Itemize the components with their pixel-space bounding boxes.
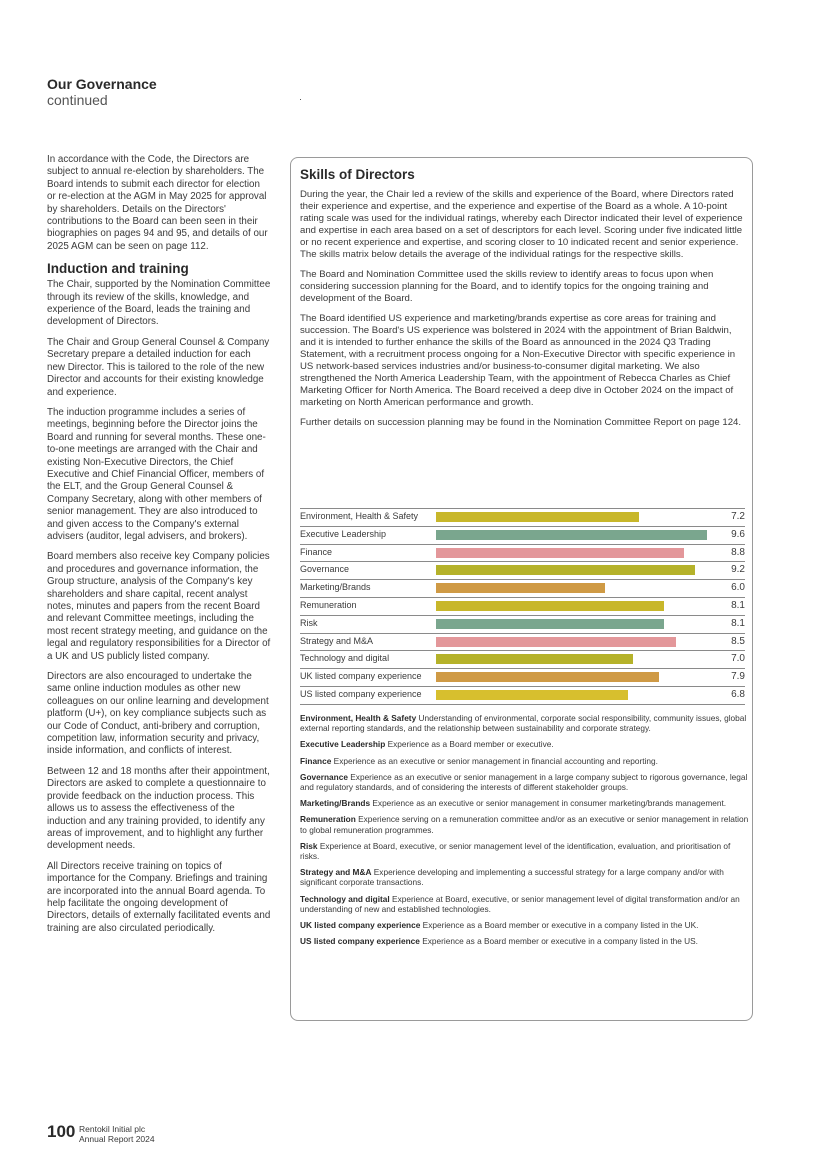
chart-row: [300, 526, 745, 544]
chart-value-label: 6.0: [731, 582, 745, 594]
chart-bar: [436, 637, 676, 647]
chart-value-label: 8.8: [731, 546, 745, 558]
skill-definition: [300, 867, 750, 887]
page-section-title: Our Governance: [47, 76, 157, 92]
chart-value-label: 7.0: [731, 653, 745, 665]
chart-row: [300, 597, 745, 615]
chart-category-label: Risk: [300, 617, 318, 628]
chart-category-label: US listed company experience: [300, 688, 422, 699]
skills-of-directors-panel: [290, 157, 753, 1021]
skill-definition-text: Experience serving on a remuneration committee and/or as an executive or senior management in relation to global remuneration programmes.: [300, 814, 749, 835]
skill-definition-text: Understanding of environmental, corporate social responsibility, community issues, global external reporting standards, and the relationship between sustainability and corporate strategy.: [300, 713, 747, 734]
skill-definition: [300, 713, 750, 733]
intro-paragraph: In accordance with the Code, the Directors are subject to annual re-election by shareholders. The Board intends to submit each director for election or re-election at the AGM in May 2025 for approval by shareholders. Details on the Directors' contributions to the Board can been seen in their biographies on pages 94 and 95, and details of our 2025 AGM can be seen on page 112.: [47, 154, 268, 252]
skill-definition: [300, 814, 750, 834]
skill-definition: [300, 894, 750, 914]
chart-row: [300, 508, 745, 526]
chart-bar-track: [436, 601, 718, 611]
chart-bar: [436, 530, 707, 540]
induction-paragraph: Between 12 and 18 months after their appointment, Directors are asked to complete a questionnaire to provide feedback on the induction process. This allows us to assess the effectiveness of the induction and any training provided, to identify any areas of improvement, and to highlight any further development needs.: [47, 765, 270, 852]
chart-row: [300, 579, 745, 597]
chart-row: [300, 633, 745, 651]
chart-value-label: 7.2: [731, 511, 745, 522]
chart-value-label: 7.9: [731, 671, 745, 683]
skill-definition: [300, 772, 750, 792]
skill-definition-term: Executive Leadership: [300, 739, 386, 750]
skills-paragraph: The Board and Nomination Committee used the skills review to identify areas to focus upon when considering succession planning for the Board, and to identify topics for the ongoing training and development of the Board.: [300, 269, 714, 304]
induction-paragraph: All Directors receive training on topics of importance for the Company. Briefings and training are incorporated into the annual Board agenda. To help facilitate the ongoing development of Directors, details of externally facilitated events and training are also circulated periodically.: [47, 860, 271, 934]
chart-category-label: Strategy and M&A: [300, 635, 374, 646]
chart-row: [300, 650, 745, 668]
chart-bar: [436, 654, 633, 664]
chart-category-label: UK listed company experience: [300, 671, 422, 682]
chart-bar-track: [436, 654, 718, 664]
skill-definition-text: Experience developing and implementing a successful strategy for a large company and/or with significant corporate transactions.: [300, 867, 724, 888]
chart-value-label: 8.5: [731, 635, 745, 647]
skill-definition-term: Marketing/Brands: [300, 798, 371, 809]
skill-definition-text: Experience as an executive or senior management in consumer marketing/brands management.: [370, 798, 727, 809]
chart-bar-track: [436, 548, 718, 558]
chart-bar: [436, 690, 628, 700]
induction-paragraph: Directors are also encouraged to undertake the same online induction modules as other new colleagues on our online learning and development platform (U+), on key compliance subjects such as our Code of Conduct, anti-bribery and corruption, competition law, information security and privacy, inside information, and conflicts of interest.: [47, 671, 269, 757]
skill-definition-text: Experience as a Board member or executive in a company listed in the UK.: [420, 920, 699, 931]
chart-bar-track: [436, 583, 718, 593]
skill-definition-term: Environment, Health & Safety: [300, 713, 417, 723]
chart-bar: [436, 672, 659, 682]
chart-category-label: Technology and digital: [300, 653, 390, 664]
chart-value-label: 8.1: [731, 599, 745, 611]
chart-bar: [436, 601, 664, 611]
chart-row: [300, 561, 745, 579]
induction-paragraph: Board members also receive key Company policies and procedures and governance information, the Group structure, analysis of the Company's key shareholders and share capital, recent analyst notes, minutes and papers from the recent Board and relevant Committee meetings, including the most recent strategy meeting, and guidance on the legal and regulatory responsibilities for a Director of a UK and US publicly listed company.: [47, 551, 271, 662]
footer-report-name: Annual Report 2024: [79, 1134, 155, 1144]
chart-bar: [436, 512, 639, 522]
skill-definition-text: Experience at Board, executive, or senior management level of the identification, evaluation, and prioritisation of risks.: [300, 840, 731, 862]
chart-bar-track: [436, 619, 718, 629]
chart-category-label: Environment, Health & Safety: [300, 511, 419, 521]
skill-definition-term: US listed company experience: [300, 936, 420, 947]
chart-category-label: Executive Leadership: [300, 528, 387, 539]
skills-paragraph: During the year, the Chair led a review of the skills and experience of the Board, where Directors rated their experience and expertise, and the experience and expertise of the Board as a whole. A 10-point rating scale was used for the individual ratings, whereby each Director indicated their level of experience and expertise in each area based on a set of descriptors for each level. Scoring under five indicated little or no recent experience and expertise, and scoring closer to 10 indicated recent and senior experience. The skills matrix below details the average of the individual ratings for the respective skills.: [300, 189, 743, 260]
skill-definition-term: Governance: [300, 771, 348, 782]
chart-bar-track: [436, 690, 718, 700]
chart-row: [300, 544, 745, 562]
skill-definition: [300, 756, 750, 766]
skill-definition-text: Experience as a Board member or executive.: [385, 739, 554, 750]
induction-heading: Induction and training: [47, 261, 189, 277]
skill-definition-text: Experience as an executive or senior management in financial accounting and reporting.: [331, 755, 658, 766]
chart-bar-track: [436, 637, 718, 647]
chart-bar-track: [436, 512, 718, 522]
chart-bar-track: [436, 530, 718, 540]
chart-bar: [436, 583, 605, 593]
skill-definition-term: Remuneration: [300, 814, 356, 825]
skills-text: [300, 166, 745, 437]
skills-definitions: [300, 713, 750, 952]
induction-paragraph: The induction programme includes a series of meetings, beginning before the Director joins the Board and running for several months. These one-to-one meetings are arranged with the Chair and existing Non-Executive Directors, the Chief Executive and Chief Financial Officer, members of the ELT, and the Group General Counsel & Company Secretary, along with other members of senior management. They are also introduced to and given access to the Company's external advisers (auditor, legal advisers, and brokers).: [47, 406, 266, 542]
skills-matrix-chart: [300, 508, 745, 705]
skill-definition-text: Experience as an executive or senior management in a large company subject to rigorous governance, legal and regulatory standards, and of considering the interests of different stakeholder groups.: [300, 771, 748, 793]
skill-definition: [300, 739, 750, 749]
chart-value-label: 9.6: [731, 528, 745, 540]
skills-paragraph: Further details on succession planning may be found in the Nomination Committee Report on page 124.: [300, 417, 742, 428]
chart-category-label: Remuneration: [300, 599, 357, 610]
page-section-subtitle: continued: [47, 92, 108, 108]
skills-heading: Skills of Directors: [300, 167, 415, 182]
chart-value-label: 8.1: [731, 617, 745, 629]
skill-definition: [300, 920, 750, 930]
chart-bar: [436, 565, 695, 575]
skill-definition-term: UK listed company experience: [300, 920, 421, 931]
induction-paragraph: The Chair and Group General Counsel & Company Secretary prepare a detailed induction for each new Director. This is tailored to the role of the new Director and accounts for their existing knowledge and experience.: [47, 336, 270, 398]
skill-definition-text: Experience at Board, executive, or senior management level of digital transformation and/or an understanding of new and established technologies.: [300, 893, 740, 914]
skills-paragraph: The Board identified US experience and marketing/brands expertise as core areas for training and succession. The Board's US experience was bolstered in 2024 with the appointment of Brian Baldwin, and it is intended to further enhance the skills of the Board as announced in the 2024 Q3 Trading Statement, with a recruitment process ongoing for a Non-Executive Director with specific experience in US network-based services industries and/or business-to-consumer digital marketing. We also strengthened the North America Leadership Team, with the appointment of Rebecca Charles as Chief Marketing Officer for North America. The Board received a deep dive in October 2024 on the impact of marketing on North American performance and growth.: [300, 313, 736, 408]
chart-bar-track: [436, 565, 718, 575]
chart-category-label: Finance: [300, 546, 333, 557]
chart-row: [300, 668, 745, 686]
skill-definition-term: Risk: [300, 840, 318, 851]
skill-definition: [300, 798, 750, 808]
chart-row: [300, 615, 745, 633]
chart-bar: [436, 548, 684, 558]
skill-definition: [300, 936, 750, 946]
footer-company: [79, 1124, 155, 1144]
skill-definition-term: Strategy and M&A: [300, 867, 372, 878]
chart-value-label: 6.8: [731, 688, 745, 700]
skill-definition-term: Technology and digital: [300, 893, 390, 904]
skill-definition-text: Experience as a Board member or executive in a company listed in the US.: [419, 936, 698, 947]
stray-dot: [300, 99, 301, 100]
left-column: [47, 154, 271, 943]
page-number: 100: [47, 1122, 76, 1141]
induction-paragraph: The Chair, supported by the Nomination Committee through its review of the skills, knowledge, and experience of the Board, leads the training and development of Directors.: [47, 279, 271, 328]
chart-category-label: Marketing/Brands: [300, 582, 371, 593]
chart-value-label: 9.2: [731, 564, 745, 576]
chart-category-label: Governance: [300, 564, 350, 575]
chart-bar: [436, 619, 664, 629]
chart-row: [300, 686, 745, 705]
footer-company-name: Rentokil Initial plc: [79, 1124, 146, 1134]
skill-definition: [300, 841, 750, 861]
skill-definition-term: Finance: [300, 755, 332, 766]
chart-bar-track: [436, 672, 718, 682]
